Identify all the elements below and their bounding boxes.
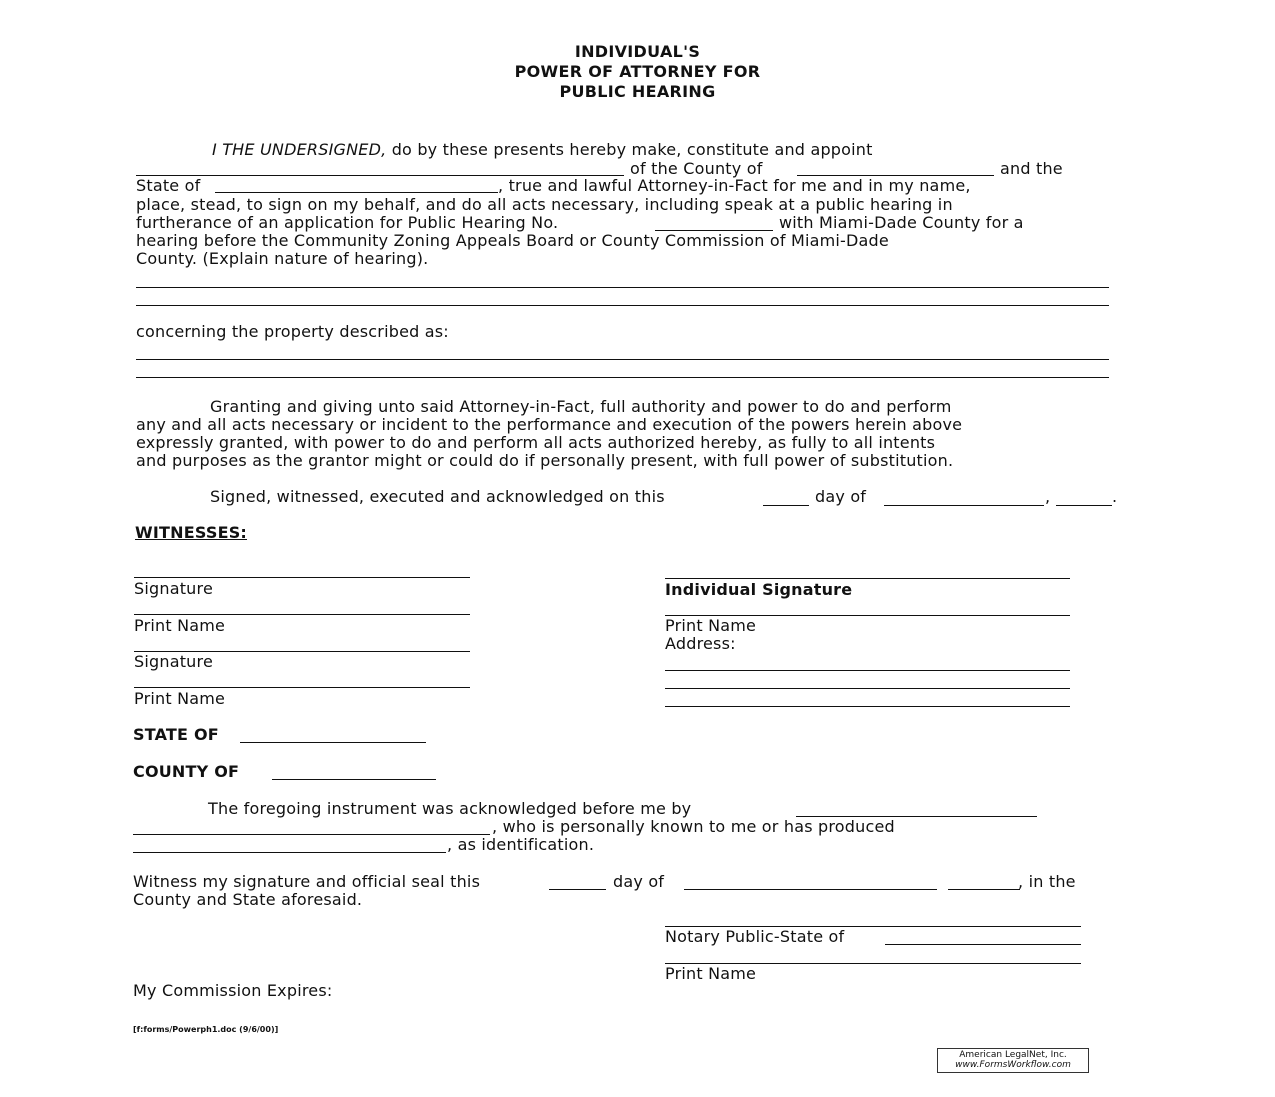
property-label: concerning the property described as: xyxy=(136,322,449,341)
intro-line-7: County. (Explain nature of hearing). xyxy=(136,249,429,268)
intro-line-3-rest: , true and lawful Attorney-in-Fact for me and in my name, xyxy=(498,176,971,195)
signed-period: . xyxy=(1112,487,1118,506)
intro-line-5b: with Miami-Dade County for a xyxy=(779,213,1024,232)
granting-line-3: expressly granted, with power to do and perform all acts authorized hereby, as fully to all intents xyxy=(136,433,936,452)
granting-line-2: any and all acts necessary or incident to the performance and execution of the powers herein above xyxy=(136,415,963,434)
notary-label: Notary Public-State of xyxy=(665,927,845,946)
intro-line-1-rest: do by these presents hereby make, constitute and appoint xyxy=(391,140,873,159)
seal-day-of: day of xyxy=(613,872,665,891)
seal-day-blank[interactable] xyxy=(549,889,606,890)
stamp-line-2: www.FormsWorkflow.com xyxy=(955,1060,1071,1070)
individual-signature-line[interactable] xyxy=(665,578,1070,579)
intro-line-6: hearing before the Community Zoning Appeals Board or County Commission of Miami-Dade xyxy=(136,231,889,250)
property-line-2[interactable] xyxy=(136,377,1109,378)
witness-1-print-line[interactable] xyxy=(134,614,470,615)
signed-text: Signed, witnessed, executed and acknowledged on this xyxy=(210,487,665,506)
witness-1-print-label: Print Name xyxy=(134,616,226,635)
undersigned-phrase: I THE UNDERSIGNED, xyxy=(212,140,387,159)
witness-1-signature-line[interactable] xyxy=(134,577,470,578)
witness-2-print-line[interactable] xyxy=(134,687,470,688)
intro-line-4: place, stead, to sign on my behalf, and do all acts necessary, including speak at a public hearing in xyxy=(136,195,953,214)
hearing-nature-line-1[interactable] xyxy=(136,287,1109,288)
address-line-2[interactable] xyxy=(665,688,1070,689)
ack-line-3: , as identification. xyxy=(447,835,595,854)
witness-2-signature-label: Signature xyxy=(134,652,213,671)
signed-day-blank[interactable] xyxy=(763,505,809,506)
hearing-nature-line-2[interactable] xyxy=(136,305,1109,306)
signed-comma: , xyxy=(1045,487,1051,506)
granting-line-1: Granting and giving unto said Attorney-in-Fact, full authority and power to do and perform xyxy=(210,397,952,416)
seal-year-blank[interactable] xyxy=(948,889,1020,890)
signed-day-of: day of xyxy=(815,487,867,506)
state-of-label: State of xyxy=(136,176,201,195)
file-reference: [f:forms/Powerph1.doc (9/6/00)] xyxy=(133,1025,279,1034)
property-line-1[interactable] xyxy=(136,359,1109,360)
title-line-1: INDIVIDUAL'S xyxy=(574,42,701,61)
stamp-line-1: American LegalNet, Inc. xyxy=(959,1050,1067,1060)
publisher-stamp xyxy=(937,1048,1089,1073)
county-of-blank[interactable] xyxy=(272,779,436,780)
seal-line-1a: Witness my signature and official seal this xyxy=(133,872,481,891)
seal-line-1c: , in the xyxy=(1018,872,1076,891)
witnesses-heading: WITNESSES: xyxy=(135,523,248,542)
seal-line-2: County and State aforesaid. xyxy=(133,890,363,909)
ack-line-1: The foregoing instrument was acknowledged before me by xyxy=(208,799,692,818)
signed-year-blank[interactable] xyxy=(1056,505,1112,506)
address-line-3[interactable] xyxy=(665,706,1070,707)
attorney-state-blank[interactable] xyxy=(215,192,498,193)
granting-line-4: and purposes as the grantor might or could do if personally present, with full power of substitution. xyxy=(136,451,954,470)
signed-month-blank[interactable] xyxy=(884,505,1044,506)
witness-2-print-label: Print Name xyxy=(134,689,226,708)
ack-line-2: , who is personally known to me or has produced xyxy=(492,817,895,836)
notary-state-blank[interactable] xyxy=(885,944,1081,945)
state-of-blank[interactable] xyxy=(240,742,426,743)
ack-id-blank[interactable] xyxy=(133,852,446,853)
intro-line-1 xyxy=(212,141,873,159)
county-of-heading: COUNTY OF xyxy=(133,762,240,781)
notary-print-label: Print Name xyxy=(665,964,757,983)
state-of-heading: STATE OF xyxy=(133,725,219,744)
individual-address-label: Address: xyxy=(665,634,736,653)
commission-expires-label: My Commission Expires: xyxy=(133,981,333,1000)
witness-1-signature-label: Signature xyxy=(134,579,213,598)
intro-line-5a: furtherance of an application for Public Hearing No. xyxy=(136,213,559,232)
county-of-label: of the County of xyxy=(630,159,763,178)
title-line-3: PUBLIC HEARING xyxy=(559,82,716,101)
title-line-2: POWER OF ATTORNEY FOR xyxy=(514,62,761,81)
ack-name-blank-2[interactable] xyxy=(133,834,490,835)
and-the-label: and the xyxy=(1000,159,1063,178)
individual-print-label: Print Name xyxy=(665,616,757,635)
address-line-1[interactable] xyxy=(665,670,1070,671)
seal-month-blank[interactable] xyxy=(684,889,937,890)
individual-signature-label: Individual Signature xyxy=(665,580,853,599)
